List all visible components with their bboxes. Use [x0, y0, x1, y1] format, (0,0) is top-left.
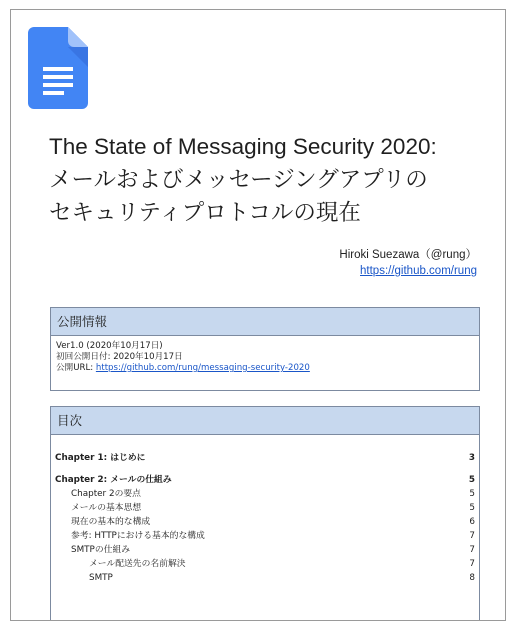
- title-line-2: メールおよびメッセージングアプリの: [49, 167, 428, 192]
- toc-entry-title: 参考: HTTPにおける基本的な構成: [71, 531, 205, 541]
- document-title: [49, 130, 499, 229]
- author-block: [339, 247, 477, 279]
- toc-entry[interactable]: [51, 543, 479, 557]
- toc-entry-page: 7: [469, 545, 475, 555]
- version-text: Ver1.0 (2020年10月17日): [56, 341, 163, 351]
- publication-info-body: [51, 336, 479, 379]
- toc-entry-title: SMTPの仕組み: [71, 545, 131, 555]
- first-published-text: 初回公開日付: 2020年10月17日: [56, 352, 183, 362]
- table-of-contents-box: [50, 406, 480, 621]
- title-line-3: セキュリティプロトコルの現在: [49, 200, 361, 225]
- toc-entry[interactable]: [51, 451, 479, 465]
- toc-entry-page: 5: [468, 475, 475, 485]
- title-line-1: The State of Messaging Security 2020:: [49, 134, 437, 159]
- toc-entry-page: 6: [469, 517, 475, 527]
- toc-entry[interactable]: [51, 501, 479, 515]
- toc-entry-title: SMTP: [89, 573, 113, 583]
- author-link[interactable]: https://github.com/rung: [360, 265, 477, 277]
- toc-entry[interactable]: [51, 473, 479, 487]
- author-name: Hiroki Suezawa（@rung）: [339, 249, 477, 261]
- toc-entry-title: Chapter 2の要点: [71, 489, 141, 499]
- toc-entry-page: 3: [468, 453, 475, 463]
- toc-entry-title: メールの基本思想: [71, 503, 142, 513]
- toc-entry-page: 7: [469, 559, 475, 569]
- toc-entry[interactable]: [51, 557, 479, 571]
- toc-entry-page: 7: [469, 531, 475, 541]
- toc-entry[interactable]: [51, 487, 479, 501]
- google-docs-icon: [28, 27, 88, 109]
- toc-heading: 目次: [51, 407, 479, 435]
- toc-entry-page: 5: [469, 503, 475, 513]
- publication-info-box: [50, 307, 480, 391]
- public-url-line: [56, 363, 474, 374]
- toc-entry[interactable]: [51, 571, 479, 585]
- toc-entry-page: 5: [469, 489, 475, 499]
- toc-entry-title: Chapter 2: メールの仕組み: [55, 475, 172, 485]
- toc-entry-page: 8: [469, 573, 475, 583]
- document-page: [10, 9, 506, 621]
- public-url-link[interactable]: https://github.com/rung/messaging-security-2020: [95, 363, 310, 373]
- publication-info-heading: 公開情報: [51, 308, 479, 336]
- toc-entry-title: 現在の基本的な構成: [71, 517, 151, 527]
- public-url-label: 公開URL:: [56, 363, 96, 373]
- toc-entry[interactable]: [51, 515, 479, 529]
- toc-entry-title: メール配送先の名前解決: [89, 559, 186, 569]
- toc-entry-title: Chapter 1: はじめに: [55, 453, 146, 463]
- toc-entry[interactable]: [51, 529, 479, 543]
